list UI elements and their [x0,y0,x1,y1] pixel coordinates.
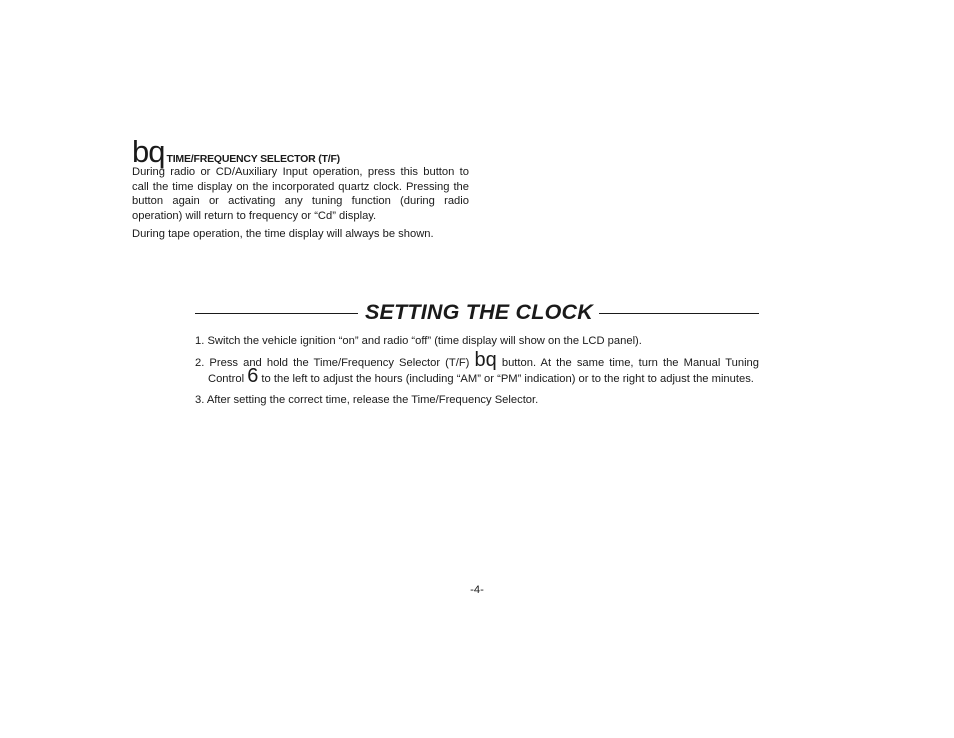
step-2 [195,349,759,387]
tf-selector-section [132,134,469,242]
section-paragraph-2: During tape operation, the time display will always be shown. [132,228,434,240]
reference-glyph: bq [132,134,165,169]
section-paragraph-1: During radio or CD/Auxiliary Input operation, press this button to call the time display on the incorporated quartz clock. Pressing the button again or activating any tuning function (during radio operation) will return to frequency or “Cd” display. [132,166,469,222]
step-3: 3. After setting the correct time, release the Time/Frequency Selector. [195,394,539,406]
section-heading [132,134,469,169]
clock-steps [195,334,759,414]
page-number: -4- [470,584,484,596]
title-rule-left [195,313,358,314]
section-title: TIME/FREQUENCY SELECTOR (T/F) [166,153,340,165]
step-1: 1. Switch the vehicle ignition “on” and radio “off” (time display will show on the LCD panel). [195,335,642,347]
step-2-text-b: button. At the same time, turn the Manual Tuning Control [208,357,759,385]
title-rule-right [599,313,759,314]
step-2-text-c: to the left to adjust the hours (including “AM” or “PM” indication) or to the right to adjust the minutes. [258,373,754,385]
step-2-glyph-bq: bq [474,349,497,371]
step-2-glyph-6: 6 [247,365,259,387]
clock-title: SETTING THE CLOCK [365,300,593,324]
step-2-text-a: 2. Press and hold the Time/Frequency Selector (T/F) [195,357,475,369]
clock-title-row [195,300,759,330]
